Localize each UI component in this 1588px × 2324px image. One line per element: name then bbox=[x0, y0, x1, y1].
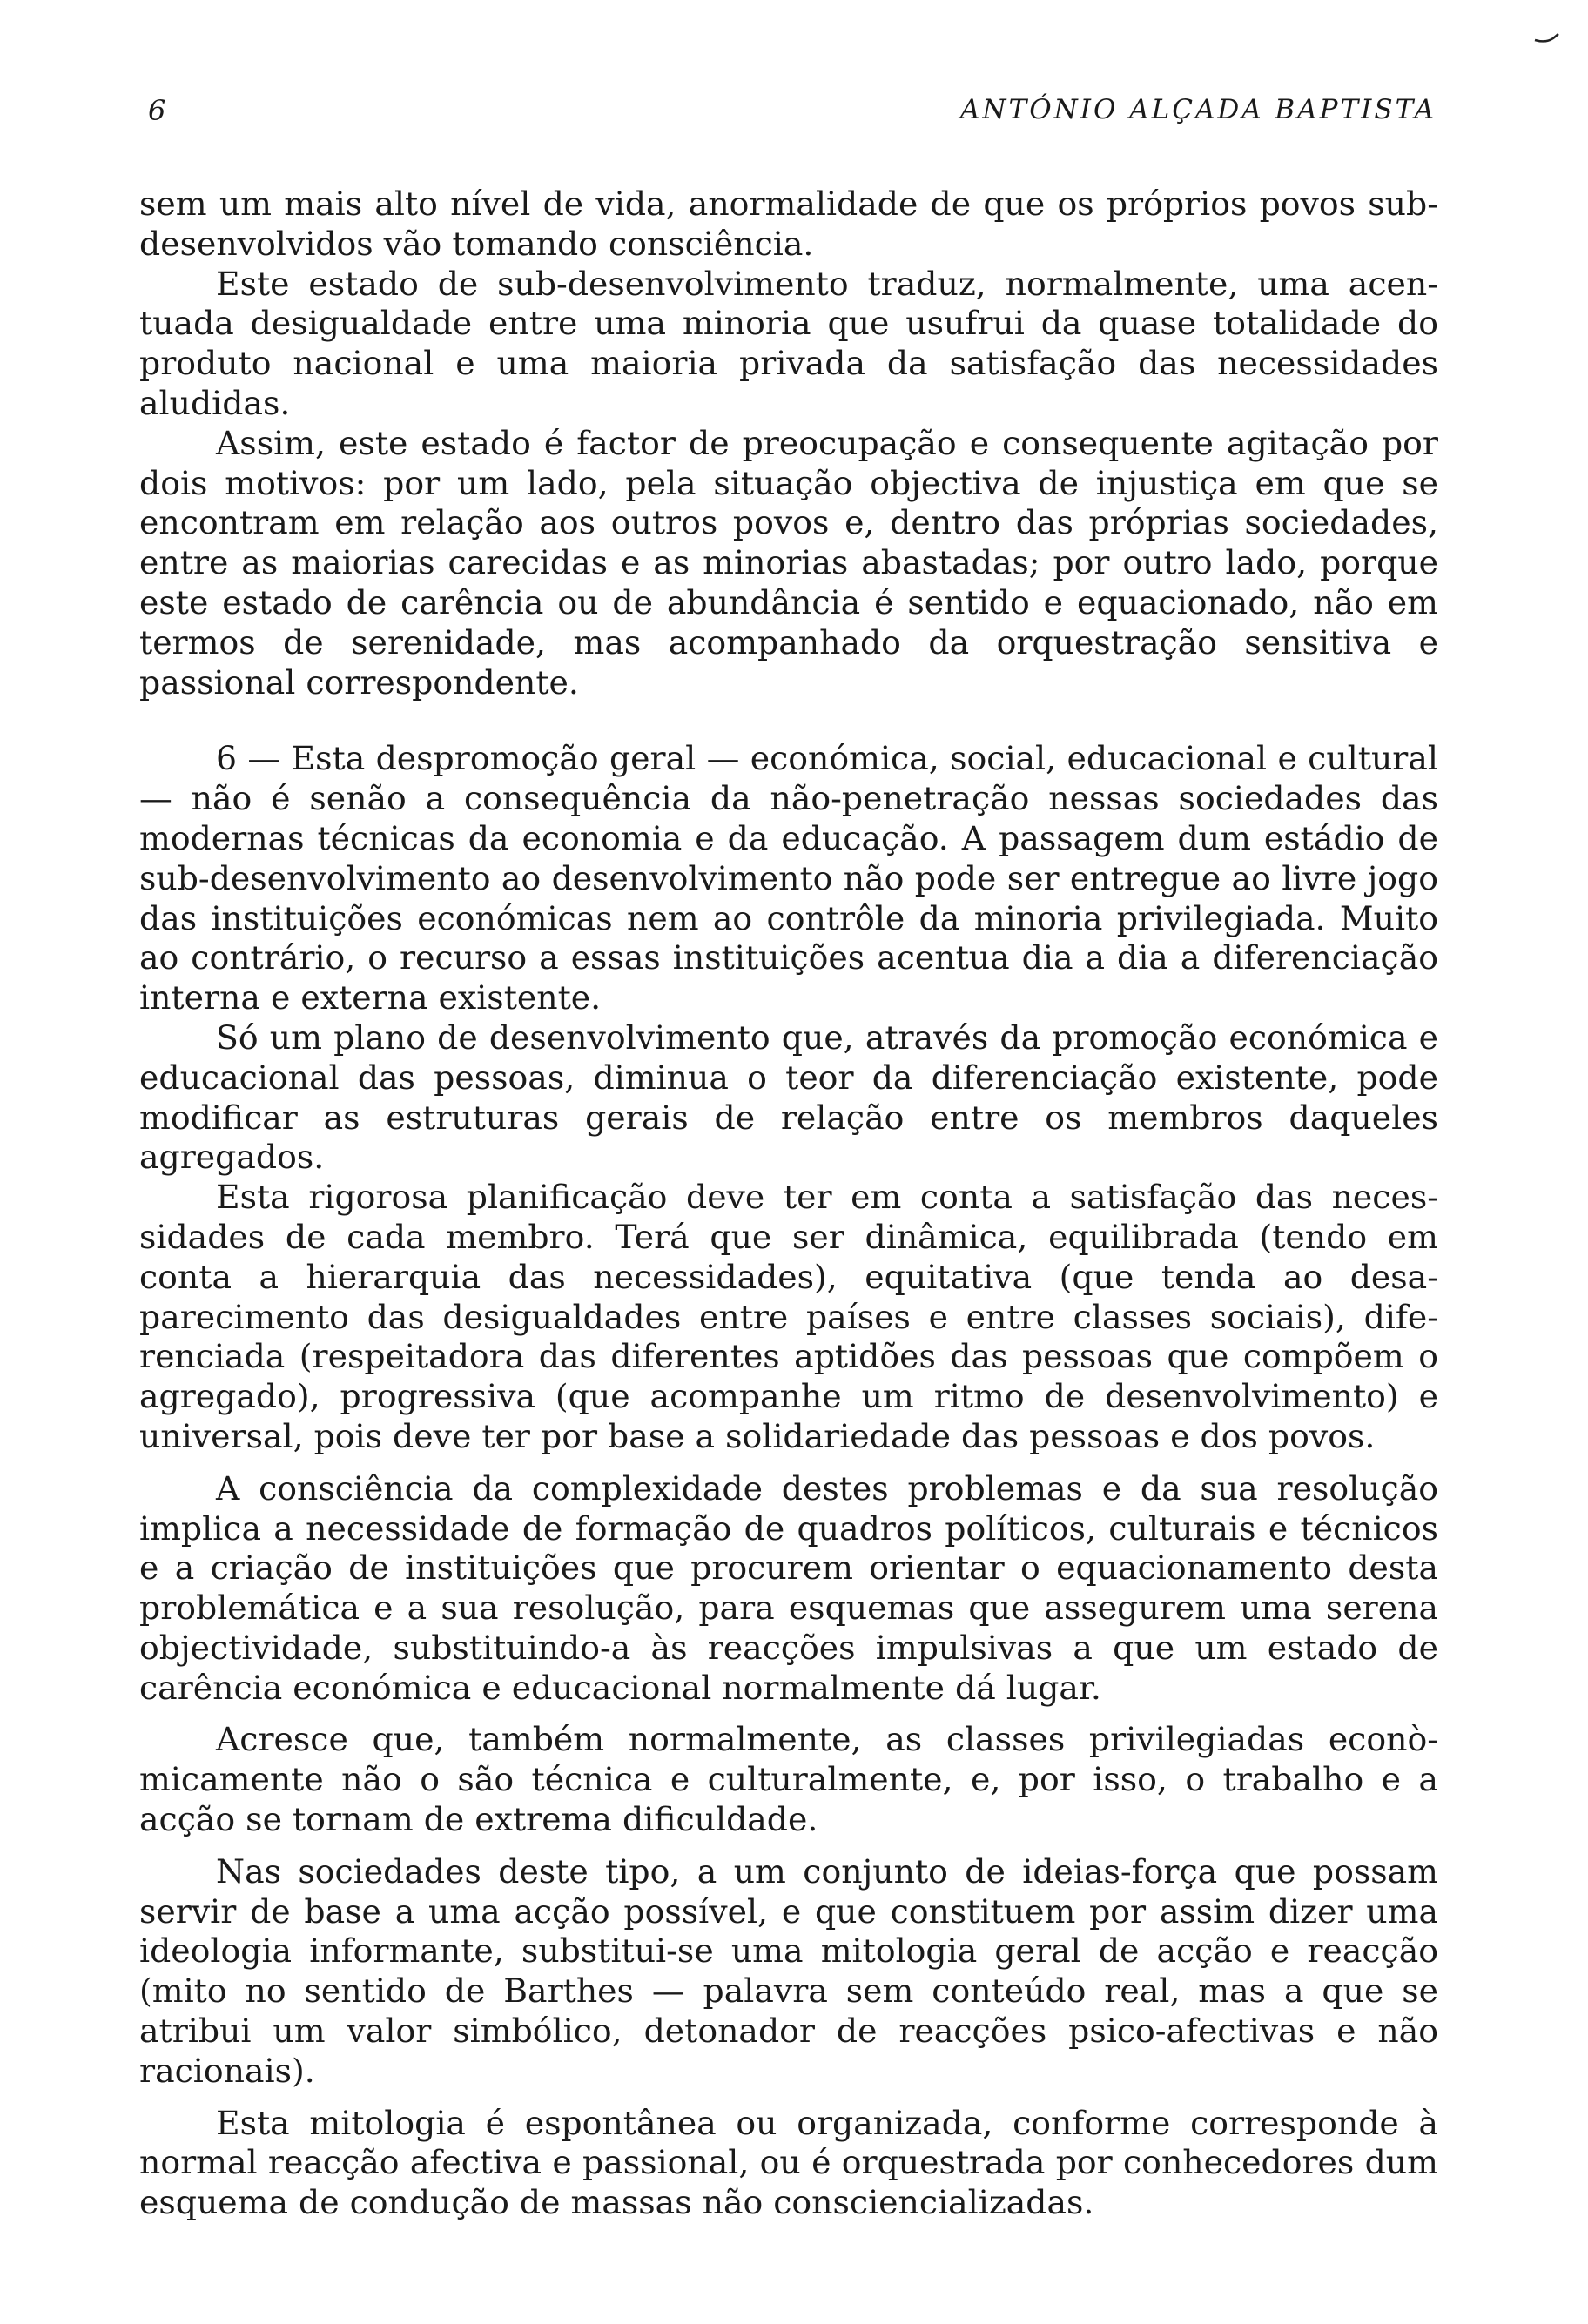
paragraph: Nas sociedades deste tipo, a um conjunto de ideias-força que possam servir de base a uma acção possível, e que constituem por assim dizer uma ideologia informante, substitui-se uma mitologia geral de acção e reacção (mito no sentido de Barthes — palavra sem conteúdo real, mas a que se atribui um valor simbólico, detonador de reacções psico-afectivas e não racionais). bbox=[139, 1851, 1438, 2090]
running-head: ANTÓNIO ALÇADA BAPTISTA bbox=[960, 94, 1437, 125]
paragraph: A consciência da complexidade destes problemas e da sua resolução implica a necessidade de formação de quadros políticos, culturais e técnicos e a criação de instituições que procurem orientar o equacionamento desta problemática e a sua resolução, para esquemas que assegurem uma serena objectividade, substituindo-a às reacções impulsivas a que um estado de carência económica e educacional normalmente dá lugar. bbox=[139, 1468, 1438, 1707]
paragraph: sem um mais alto nível de vida, anormalidade de que os próprios povos sub-desenvolvidos vão tomando consciência. bbox=[139, 185, 1438, 263]
body-text bbox=[139, 185, 1438, 2223]
page-header bbox=[148, 94, 1437, 146]
page-number: 6 bbox=[148, 94, 166, 127]
paragraph: Este estado de sub-desenvolvimento traduz, normalmente, uma acentuada desigualdade entre uma minoria que usufrui da quase totalidade do produto nacional e uma maioria privada da satisfação das necessidades aludidas. bbox=[139, 264, 1438, 422]
pen-mark bbox=[1534, 31, 1560, 44]
paragraph: Esta mitologia é espontânea ou organizada, conforme corresponde à normal reacção afectiva e passional, ou é orquestrada por conhecedores dum esquema de condução de massas não consciencializadas. bbox=[139, 2103, 1438, 2222]
section-paragraph: 6 — Esta despromoção geral — económica, social, educacional e cultural — não é senão a consequência da não-penetração nessas sociedades das modernas técnicas da economia e da educação. A passagem dum estádio de sub-desenvolvimento ao desenvolvimento não pode ser entregue ao livre jogo das instituições económicas nem ao contrôle da minoria privilegiada. Muito ao contrário, o recurso a essas instituições acentua dia a dia a diferenciação interna e externa existente. bbox=[139, 739, 1438, 1018]
paragraph: Acresce que, também normalmente, as classes privilegiadas econòmicamente não o são técnica e culturalmente, e, por isso, o trabalho e a acção se tornam de extrema dificuldade. bbox=[139, 1720, 1438, 1839]
paragraph: Assim, este estado é factor de preocupação e consequente agitação por dois motivos: por um lado, pela situação objectiva de injustiça em que se encontram em relação aos outros povos e, dentro das próprias sociedades, entre as maiorias carecidas e as minorias abastadas; por outro lado, porque este estado de carência ou de abundância é sentido e equacionado, não em termos de serenidade, mas acompanhado da orquestração sensitiva e passional correspondente. bbox=[139, 423, 1438, 702]
paragraph: Esta rigorosa planificação deve ter em conta a satisfação das necessidades de cada membro. Terá que ser dinâmica, equilibrada (tendo em conta a hierarquia das necessidades), equitativa (que tenda ao desaparecimento das desigualdades entre países e entre classes sociais), diferenciada (respeitadora das diferentes aptidões das pessoas que compõem o agregado), progressiva (que acompanhe um ritmo de desenvolvimento) e universal, pois deve ter por base a solidariedade das pessoas e dos povos. bbox=[139, 1178, 1438, 1455]
paragraph: Só um plano de desenvolvimento que, através da promoção económica e educacional das pessoas, diminua o teor da diferenciação existente, pode modificar as estruturas gerais de relação entre os membros daqueles agregados. bbox=[139, 1018, 1438, 1177]
